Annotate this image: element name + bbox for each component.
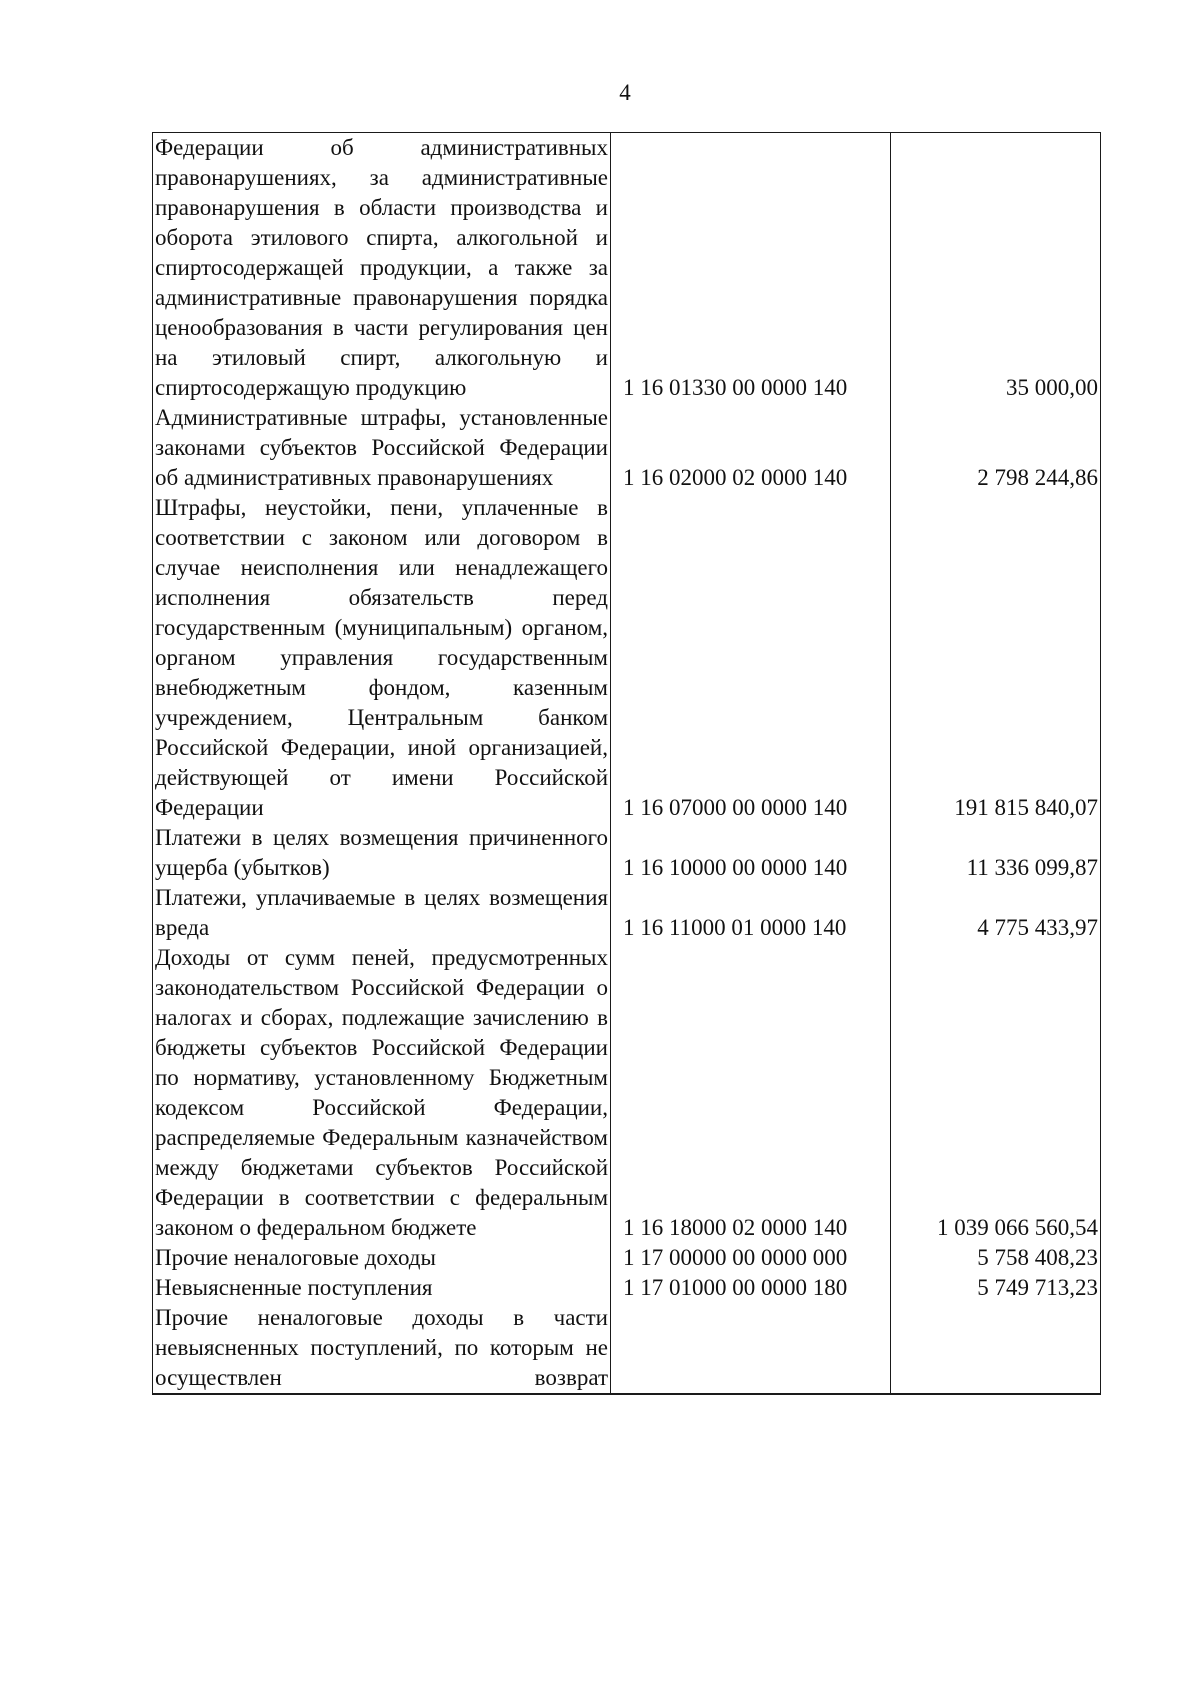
revenue-code-cell: 1 17 00000 00 0000 000 (611, 1243, 891, 1273)
revenue-code-cell: 1 16 01330 00 0000 140 (611, 133, 891, 404)
revenue-name-cell: Федерации об административных правонарушениях, за административные правонарушения в области производства и оборота этилового спирта, алкогольной и спиртосодержащей продукции, а также за административные правонарушения порядка ценообразования в части регулирования цен на этиловый спирт, алкогольную и спиртосодержащую продукцию (153, 133, 611, 404)
table-row (153, 1243, 1101, 1273)
revenue-name-cell: Прочие неналоговые доходы (153, 1243, 611, 1273)
revenue-code-cell: 1 17 01000 00 0000 180 (611, 1273, 891, 1303)
table-row (153, 1303, 1101, 1394)
revenue-code-cell: 1 16 07000 00 0000 140 (611, 493, 891, 823)
revenue-amount-cell: 1 039 066 560,54 (891, 943, 1101, 1243)
table-row (153, 883, 1101, 943)
table-row (153, 1273, 1101, 1303)
revenue-code-cell: 1 16 18000 02 0000 140 (611, 943, 891, 1243)
revenue-name-cell: Административные штрафы, установленные законами субъектов Российской Федерации об административных правонарушениях (153, 403, 611, 493)
revenue-code-cell: 1 16 11000 01 0000 140 (611, 883, 891, 943)
revenue-amount-cell: 5 758 408,23 (891, 1243, 1101, 1273)
table-row (153, 823, 1101, 883)
revenue-name-cell: Прочие неналоговые доходы в части невыясненных поступлений, по которым не осуществлен возврат (153, 1303, 611, 1394)
revenue-code-cell: 1 16 10000 00 0000 140 (611, 823, 891, 883)
page-number: 4 (619, 80, 631, 105)
revenue-amount-cell: 4 775 433,97 (891, 883, 1101, 943)
revenue-amount-cell: 11 336 099,87 (891, 823, 1101, 883)
revenue-name-cell: Штрафы, неустойки, пени, уплаченные в соответствии с законом или договором в случае неисполнения или ненадлежащего исполнения обязательств перед государственным (муниципальным) органом, органом управления государственным внебюджетным фондом, казенным учреждением, Центральным банком Российской Федерации, иной организацией, действующей от имени Российской Федерации (153, 493, 611, 823)
revenue-name-cell: Платежи, уплачиваемые в целях возмещения вреда (153, 883, 611, 943)
revenue-code-cell (611, 1303, 891, 1394)
revenue-amount-cell: 2 798 244,86 (891, 403, 1101, 493)
revenue-amount-cell: 35 000,00 (891, 133, 1101, 404)
revenue-name-cell: Невыясненные поступления (153, 1273, 611, 1303)
budget-revenue-table (152, 132, 1101, 1395)
revenue-name-cell: Платежи в целях возмещения причиненного ущерба (убытков) (153, 823, 611, 883)
table-row (153, 943, 1101, 1243)
table-row (153, 133, 1101, 404)
table-row (153, 403, 1101, 493)
revenue-name-cell: Доходы от сумм пеней, предусмотренных законодательством Российской Федерации о налогах и сборах, подлежащие зачислению в бюджеты субъектов Российской Федерации по нормативу, установленному Бюджетным кодексом Российской Федерации, распределяемые Федеральным казначейством между бюджетами субъектов Российской Федерации в соответствии с федеральным законом о федеральном бюджете (153, 943, 611, 1243)
table-row (153, 493, 1101, 823)
revenue-amount-cell (891, 1303, 1101, 1394)
revenue-code-cell: 1 16 02000 02 0000 140 (611, 403, 891, 493)
revenue-amount-cell: 5 749 713,23 (891, 1273, 1101, 1303)
revenue-amount-cell: 191 815 840,07 (891, 493, 1101, 823)
